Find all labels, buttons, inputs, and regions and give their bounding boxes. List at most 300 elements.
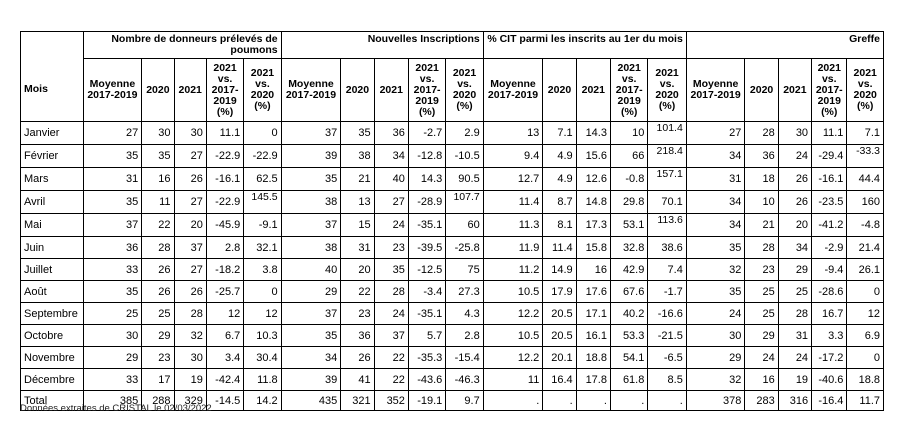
table-row (21, 145, 884, 168)
column-header: 2021 vs. 2020 (%) (446, 59, 483, 122)
table-cell: 435 (281, 391, 341, 411)
row-label: Total (21, 391, 84, 411)
table-cell: 10.5 (483, 325, 543, 347)
row-label: Août (21, 281, 84, 303)
table-cell: 35 (686, 237, 745, 259)
table-cell: 31 (778, 325, 811, 347)
table-cell: 29 (281, 281, 341, 303)
table-row (21, 237, 884, 259)
table-cell: 15.6 (576, 145, 610, 168)
row-label: Février (21, 145, 84, 168)
table-cell: 24 (778, 347, 811, 369)
column-header: 2021 (576, 59, 610, 122)
table-cell: 35 (142, 145, 174, 168)
table-cell: 21.4 (847, 237, 884, 259)
table-cell: 20.1 (543, 347, 576, 369)
column-header: 2021 vs. 2020 (%) (244, 59, 281, 122)
table-cell: 11.8 (244, 369, 281, 391)
table-cell: 7.1 (847, 122, 884, 145)
table-cell: 26 (142, 281, 174, 303)
table-cell: 20.5 (543, 325, 576, 347)
table-cell: 14.3 (576, 122, 610, 145)
table-cell: 42.9 (610, 259, 647, 281)
column-header: 2021 (174, 59, 206, 122)
table-cell: -16.6 (648, 303, 686, 325)
table-cell: 145.5 (244, 191, 281, 214)
table-cell: 61.8 (610, 369, 647, 391)
table-cell: 11.3 (483, 214, 543, 237)
table-cell: 10 (610, 122, 647, 145)
table-cell: . (543, 391, 576, 411)
table-cell: 12.2 (483, 303, 543, 325)
row-label: Septembre (21, 303, 84, 325)
table-cell: 34 (686, 191, 745, 214)
table-cell: 20.5 (543, 303, 576, 325)
table-cell: 0 (244, 122, 281, 145)
table-cell: 34 (686, 145, 745, 168)
table-cell: 15 (341, 214, 374, 237)
table-cell: 28 (745, 122, 778, 145)
table-row (21, 168, 884, 191)
table-cell: 2.8 (206, 237, 243, 259)
table-cell: -21.5 (648, 325, 686, 347)
table-cell: 34 (686, 214, 745, 237)
column-header: 2021 vs. 2017-2019 (%) (610, 59, 647, 122)
table-cell: 288 (142, 391, 174, 411)
table-row (21, 347, 884, 369)
table-cell: 32.1 (244, 237, 281, 259)
table-cell: 37 (281, 214, 341, 237)
table-cell: 22 (142, 214, 174, 237)
table-cell: 32 (174, 325, 206, 347)
table-cell: 11.9 (483, 237, 543, 259)
table-cell: 35 (83, 191, 142, 214)
table-cell: 62.5 (244, 168, 281, 191)
table-cell: 27.3 (446, 281, 483, 303)
table-cell: -0.8 (610, 168, 647, 191)
table-cell: 16 (576, 259, 610, 281)
table-cell: 22 (374, 347, 408, 369)
table-cell: 25 (745, 303, 778, 325)
table-cell: 16.4 (543, 369, 576, 391)
table-cell: 29 (83, 347, 142, 369)
table-cell: 11 (483, 369, 543, 391)
table-cell: 30 (142, 122, 174, 145)
table-cell: 10.3 (244, 325, 281, 347)
table-cell: 40 (374, 168, 408, 191)
table-cell: 17.8 (576, 369, 610, 391)
table-cell: 53.3 (610, 325, 647, 347)
table-cell: 3.3 (812, 325, 847, 347)
table-cell: -35.3 (408, 347, 445, 369)
table-cell: 12 (244, 303, 281, 325)
table-cell: -17.2 (812, 347, 847, 369)
table-cell: 9.4 (483, 145, 543, 168)
table-cell: 24 (745, 347, 778, 369)
table-cell: 19 (174, 369, 206, 391)
table-cell: 0 (244, 281, 281, 303)
table-cell: 36 (341, 325, 374, 347)
table-cell: -33.3 (847, 145, 884, 168)
table-cell: 5.7 (408, 325, 445, 347)
table-cell: 23 (374, 237, 408, 259)
column-header: 2020 (745, 59, 778, 122)
table-cell: 54.1 (610, 347, 647, 369)
table-cell: 17 (142, 369, 174, 391)
table-row (21, 191, 884, 214)
table-cell: 21 (341, 168, 374, 191)
table-cell: -2.9 (812, 237, 847, 259)
table-cell: -22.9 (244, 145, 281, 168)
column-header: 2021 (778, 59, 811, 122)
column-header: Moyenne 2017-2019 (483, 59, 543, 122)
table-cell: 28 (374, 281, 408, 303)
table-cell: 27 (83, 122, 142, 145)
table-cell: 11.1 (812, 122, 847, 145)
table-cell: -16.1 (206, 168, 243, 191)
table-cell: -9.4 (812, 259, 847, 281)
row-label: Juillet (21, 259, 84, 281)
table-row (21, 303, 884, 325)
table-cell: 37 (83, 214, 142, 237)
table-cell: -45.9 (206, 214, 243, 237)
table-cell: 22 (341, 281, 374, 303)
table-cell: 378 (686, 391, 745, 411)
table-cell: 9.7 (446, 391, 483, 411)
table-cell: 28 (778, 303, 811, 325)
table-cell: 14.2 (244, 391, 281, 411)
table-row (21, 214, 884, 237)
table-cell: 38 (341, 145, 374, 168)
table-cell: 321 (341, 391, 374, 411)
column-header: 2020 (341, 59, 374, 122)
table-cell: 36 (83, 237, 142, 259)
table-cell: 37 (374, 325, 408, 347)
table-cell: 4.9 (543, 145, 576, 168)
table-cell: 283 (745, 391, 778, 411)
corner-cell (21, 32, 84, 59)
table-cell: 6.9 (847, 325, 884, 347)
table-cell: 16 (142, 168, 174, 191)
group-header-row (21, 32, 884, 59)
table-cell: 3.4 (206, 347, 243, 369)
table-cell: -40.6 (812, 369, 847, 391)
column-header-mois: Mois (21, 59, 84, 122)
table-cell: 32 (686, 369, 745, 391)
column-header-row (21, 59, 884, 122)
table-cell: 24 (374, 214, 408, 237)
table-cell: 11 (142, 191, 174, 214)
table-cell: -46.3 (446, 369, 483, 391)
table-cell: 22 (374, 369, 408, 391)
column-header: 2021 vs. 2017-2019 (%) (812, 59, 847, 122)
table-cell: 113.6 (648, 214, 686, 237)
table-cell: 12 (847, 303, 884, 325)
table-cell: 40 (281, 259, 341, 281)
table-cell: 60 (446, 214, 483, 237)
table-cell: 13 (483, 122, 543, 145)
table-cell: -22.9 (206, 145, 243, 168)
table-cell: 35 (281, 325, 341, 347)
table-cell: 14.3 (408, 168, 445, 191)
table-cell: 8.7 (543, 191, 576, 214)
table-cell: -39.5 (408, 237, 445, 259)
table-cell: 16.7 (812, 303, 847, 325)
row-label: Mai (21, 214, 84, 237)
table-row (21, 369, 884, 391)
table-cell: 30.4 (244, 347, 281, 369)
table-cell: 26.1 (847, 259, 884, 281)
table-cell: -14.5 (206, 391, 243, 411)
table-cell: -25.8 (446, 237, 483, 259)
table-cell: 32.8 (610, 237, 647, 259)
row-label: Juin (21, 237, 84, 259)
table-cell: 18.8 (847, 369, 884, 391)
table-cell: 17.3 (576, 214, 610, 237)
group-header-donneurs: Nombre de donneurs prélevés de poumons (83, 32, 281, 59)
table-cell: 0 (847, 347, 884, 369)
table-cell: 27 (174, 191, 206, 214)
table-cell: 37 (281, 122, 341, 145)
table-cell: 16.1 (576, 325, 610, 347)
table-cell: 12.2 (483, 347, 543, 369)
table-cell: -3.4 (408, 281, 445, 303)
table-cell: 24 (778, 145, 811, 168)
table-cell: 30 (174, 347, 206, 369)
table-cell: 31 (83, 168, 142, 191)
column-header: 2020 (543, 59, 576, 122)
table-cell: 29 (142, 325, 174, 347)
table-cell: 39 (281, 369, 341, 391)
table-cell: 31 (341, 237, 374, 259)
table-cell: -18.2 (206, 259, 243, 281)
table-cell: 12.7 (483, 168, 543, 191)
table-cell: 23 (142, 347, 174, 369)
column-header: 2021 (374, 59, 408, 122)
table-cell: -43.6 (408, 369, 445, 391)
table-cell: 35 (341, 122, 374, 145)
column-header: 2021 vs. 2020 (%) (648, 59, 686, 122)
table-cell: 21 (745, 214, 778, 237)
column-header: 2021 vs. 2020 (%) (847, 59, 884, 122)
table-cell: 7.4 (648, 259, 686, 281)
table-cell: 36 (745, 145, 778, 168)
table-cell: 70.1 (648, 191, 686, 214)
table-cell: 20 (341, 259, 374, 281)
table-cell: 29 (686, 347, 745, 369)
table-cell: 157.1 (648, 168, 686, 191)
table-cell: 2.9 (446, 122, 483, 145)
table-cell: 66 (610, 145, 647, 168)
table-row (21, 281, 884, 303)
row-label: Janvier (21, 122, 84, 145)
table-cell: 29 (745, 325, 778, 347)
table-cell: 15.8 (576, 237, 610, 259)
column-header: Moyenne 2017-2019 (83, 59, 142, 122)
table-cell: -16.1 (812, 168, 847, 191)
table-cell: 33 (83, 259, 142, 281)
table-row (21, 325, 884, 347)
table-cell: 101.4 (648, 122, 686, 145)
table-cell: 27 (374, 191, 408, 214)
column-header: 2021 vs. 2017-2019 (%) (206, 59, 243, 122)
table-cell: -41.2 (812, 214, 847, 237)
table-cell: 25 (142, 303, 174, 325)
table-cell: 36 (374, 122, 408, 145)
table-cell: 30 (778, 122, 811, 145)
column-header: 2020 (142, 59, 174, 122)
table-cell: 28 (745, 237, 778, 259)
table-cell: 53.1 (610, 214, 647, 237)
row-label: Novembre (21, 347, 84, 369)
table-cell: 25 (778, 281, 811, 303)
table-cell: 11.7 (847, 391, 884, 411)
table-cell: -12.8 (408, 145, 445, 168)
table-cell: 26 (142, 259, 174, 281)
row-label: Décembre (21, 369, 84, 391)
table-cell: -4.8 (847, 214, 884, 237)
table-cell: 18.8 (576, 347, 610, 369)
table-cell: 25 (745, 281, 778, 303)
lung-donation-table-container (20, 31, 884, 411)
table-cell: 34 (374, 145, 408, 168)
table-cell: 30 (83, 325, 142, 347)
table-cell: 16 (745, 369, 778, 391)
table-cell: 14.8 (576, 191, 610, 214)
table-cell: 35 (281, 168, 341, 191)
table-cell: 35 (83, 145, 142, 168)
table-cell: 7.1 (543, 122, 576, 145)
table-cell: -10.5 (446, 145, 483, 168)
table-cell: 26 (778, 168, 811, 191)
table-cell: 38.6 (648, 237, 686, 259)
table-cell: 27 (174, 259, 206, 281)
table-cell: 24 (374, 303, 408, 325)
table-cell: -6.5 (648, 347, 686, 369)
table-cell: 40.2 (610, 303, 647, 325)
table-cell: 33 (83, 369, 142, 391)
table-cell: 20 (778, 214, 811, 237)
table-cell: -12.5 (408, 259, 445, 281)
table-cell: -42.4 (206, 369, 243, 391)
table-cell: 12 (206, 303, 243, 325)
table-cell: 17.1 (576, 303, 610, 325)
row-label: Avril (21, 191, 84, 214)
table-cell: 329 (174, 391, 206, 411)
table-cell: 44.4 (847, 168, 884, 191)
table-cell: 14.9 (543, 259, 576, 281)
table-cell: -15.4 (446, 347, 483, 369)
table-cell: 13 (341, 191, 374, 214)
table-cell: 26 (174, 281, 206, 303)
table-cell: -28.6 (812, 281, 847, 303)
table-cell: 17.6 (576, 281, 610, 303)
table-cell: -1.7 (648, 281, 686, 303)
table-cell: 34 (778, 237, 811, 259)
table-cell: 11.1 (206, 122, 243, 145)
column-header: Moyenne 2017-2019 (686, 59, 745, 122)
table-cell: -28.9 (408, 191, 445, 214)
table-cell: 31 (686, 168, 745, 191)
table-cell: 352 (374, 391, 408, 411)
table-cell: 41 (341, 369, 374, 391)
table-cell: -29.4 (812, 145, 847, 168)
table-cell: 8.5 (648, 369, 686, 391)
table-cell: 11.4 (483, 191, 543, 214)
table-cell: 316 (778, 391, 811, 411)
table-cell: . (576, 391, 610, 411)
table-cell: 12.6 (576, 168, 610, 191)
table-cell: 26 (778, 191, 811, 214)
table-cell: 8.1 (543, 214, 576, 237)
column-header: Moyenne 2017-2019 (281, 59, 341, 122)
lung-donation-table (20, 31, 884, 411)
table-cell: 32 (686, 259, 745, 281)
table-cell: 29 (778, 259, 811, 281)
table-cell: 23 (341, 303, 374, 325)
table-cell: 17.9 (543, 281, 576, 303)
table-cell: 19 (778, 369, 811, 391)
table-cell: 90.5 (446, 168, 483, 191)
table-cell: -22.9 (206, 191, 243, 214)
group-header-greffe: Greffe (686, 32, 883, 59)
table-cell: 26 (341, 347, 374, 369)
table-cell: 37 (174, 237, 206, 259)
table-cell: 0 (847, 281, 884, 303)
table-cell: 39 (281, 145, 341, 168)
table-cell: 218.4 (648, 145, 686, 168)
table-cell: 11.2 (483, 259, 543, 281)
table-cell: 29.8 (610, 191, 647, 214)
column-header: 2021 vs. 2017-2019 (%) (408, 59, 445, 122)
table-cell: 10.5 (483, 281, 543, 303)
table-cell: 20 (174, 214, 206, 237)
table-cell: 160 (847, 191, 884, 214)
table-cell: -19.1 (408, 391, 445, 411)
group-header-cit: % CIT parmi les inscrits au 1er du mois (483, 32, 686, 59)
table-cell: 67.6 (610, 281, 647, 303)
table-cell: 23 (745, 259, 778, 281)
table-cell: 3.8 (244, 259, 281, 281)
table-cell: 24 (686, 303, 745, 325)
table-cell: 26 (174, 168, 206, 191)
table-cell: . (648, 391, 686, 411)
table-cell: -2.7 (408, 122, 445, 145)
table-cell: 107.7 (446, 191, 483, 214)
table-cell: 25 (83, 303, 142, 325)
table-cell: . (610, 391, 647, 411)
table-cell: 4.9 (543, 168, 576, 191)
table-cell: 28 (174, 303, 206, 325)
table-cell: 37 (281, 303, 341, 325)
row-label: Mars (21, 168, 84, 191)
table-cell: -35.1 (408, 303, 445, 325)
footnote: Données extraites de CRISTAL le 02/03/2022 (20, 403, 212, 414)
table-cell: 2.8 (446, 325, 483, 347)
table-row (21, 259, 884, 281)
table-cell: 38 (281, 191, 341, 214)
table-cell: 11.4 (543, 237, 576, 259)
table-cell: 35 (374, 259, 408, 281)
table-cell: 6.7 (206, 325, 243, 347)
table-cell: -16.4 (812, 391, 847, 411)
table-cell: 35 (686, 281, 745, 303)
table-cell: 27 (686, 122, 745, 145)
table-row (21, 122, 884, 145)
table-cell: 27 (174, 145, 206, 168)
group-header-inscriptions: Nouvelles Inscriptions (281, 32, 483, 59)
table-cell: 34 (281, 347, 341, 369)
